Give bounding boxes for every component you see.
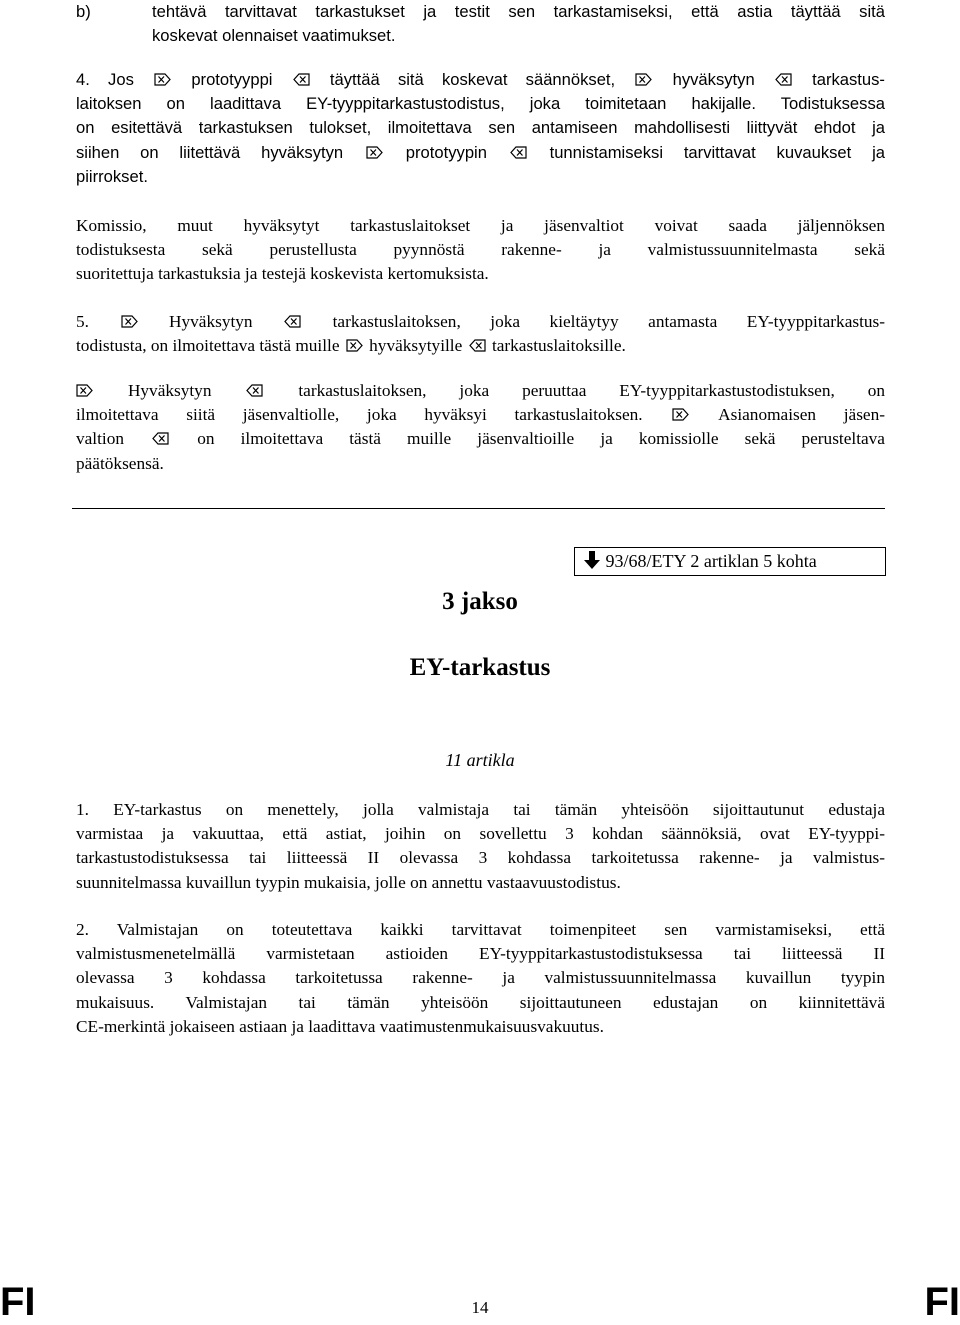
text-run: hyväksytyn [672, 70, 755, 89]
text-run: Asianomaisen jäsen- [718, 405, 886, 425]
reference-box [574, 547, 886, 576]
insert-start-marker-icon [366, 146, 383, 159]
insert-start-marker-icon [76, 384, 93, 397]
text-run: Todistuksessa [780, 94, 885, 114]
text-run: prototyypin [405, 142, 487, 162]
text-run: Hyväksytyn [169, 312, 253, 331]
insert-end-marker-icon [775, 73, 792, 86]
insert-start-marker-icon [346, 339, 363, 352]
text-run: täyttää sitä koskevat säännökset, [329, 70, 616, 89]
text-line [76, 334, 885, 358]
text-line: Komissio, muut hyväksytyt tarkastuslaitokset ja jäsenvaltiot voivat saada jäljennöksen [76, 216, 885, 235]
insert-end-marker-icon [510, 146, 527, 159]
insert-start-marker-icon [121, 315, 138, 328]
text-line: suunnitelmassa kuvaillun tyypin mukaisia, jolle on annettu vastaavuustodistus. [76, 872, 621, 892]
article-heading: 11 artikla [445, 750, 515, 770]
text-run: siihen on liitettävä hyväksytyn [76, 142, 344, 162]
text-line [76, 403, 885, 427]
item-b [0, 0, 960, 48]
text-line: päätöksensä. [76, 453, 164, 473]
text-line: suoritettuja tarkastuksia ja testejä koskevista kertomuksista. [76, 264, 489, 284]
text-line: piirrokset. [76, 166, 148, 186]
text-run: 4. Jos [76, 70, 134, 89]
text-run: tarkastuslaitoksen, joka kieltäytyy antamasta EY-tyyppitarkastus- [332, 312, 886, 331]
text-run: tunnistamiseksi tarvittavat kuvaukset ja [549, 142, 885, 162]
insert-end-marker-icon [284, 315, 301, 328]
text-run: prototyyppi [191, 70, 273, 89]
text-line: CE-merkintä jokaiseen astiaan ja laadittava vaatimustenmukaisuusvakuutus. [76, 1016, 604, 1036]
page-number: 14 [471, 1298, 489, 1317]
paragraph-4 [76, 68, 885, 189]
text-run: valtion [76, 429, 124, 449]
insert-start-marker-icon [672, 408, 689, 421]
section-number [0, 588, 960, 616]
insert-start-marker-icon [635, 73, 652, 86]
text-line: valmistusmenetelmällä varmistetaan astioiden EY-tyyppitarkastustodistuksessa tai liitteessä II [76, 944, 885, 964]
footer-language-right: FI [924, 1280, 960, 1324]
text-line: 2. Valmistajan on toteutettava kaikki tarvittavat toimenpiteet sen varmistamiseksi, että [76, 920, 885, 939]
text-line: olevassa 3 kohdassa tarkoitetussa rakenne- ja valmistussuunnitelmassa kuvaillun tyypin [76, 968, 885, 988]
text-line: koskevat olennaiset vaatimukset. [152, 26, 396, 45]
text-run: laitoksen on laadittava EY-tyyppitarkastustodistus, joka toimitetaan hakijalle. [76, 94, 757, 114]
section-number-text: 3 jakso [442, 588, 518, 615]
text-run: Hyväksytyn [127, 381, 212, 400]
text-run: ilmoitettava siitä jäsenvaltiolle, joka hyväksyi tarkastuslaitoksen. [76, 405, 643, 425]
text-run: 5. [76, 312, 89, 331]
arrow-down-icon [583, 550, 601, 570]
text-run: tarkastuslaitoksen, joka peruuttaa EY-tyyppitarkastustodistuksen, on [298, 381, 886, 400]
text-run: hyväksytyille [369, 336, 463, 356]
insert-end-marker-icon [246, 384, 263, 397]
text-line: varmistaa ja vakuuttaa, että astiat, joihin on sovellettu 3 kohdan säännöksiä, ovat EY-tyyppi- [76, 824, 885, 844]
paragraph-komissio [76, 214, 885, 287]
reference-text: 93/68/ETY 2 artiklan 5 kohta [605, 551, 817, 571]
insert-end-marker-icon [152, 432, 169, 445]
text-line [76, 310, 885, 334]
text-run: on ilmoitettava tästä muille jäsenvaltioille ja komissiolle sekä perusteltava [197, 429, 885, 449]
text-line: mukaisuus. Valmistajan tai tämän yhteisöön sijoittautuneen edustajan on kiinnitettävä [76, 992, 885, 1012]
item-b-label: b) [76, 2, 91, 21]
section-title: EY-tarkastus [409, 654, 551, 681]
text-line [76, 379, 885, 403]
text-line: on esitettävä tarkastuksen tulokset, ilmoitettava sen antamiseen mahdollisesti liittyvät ehdot ja [76, 118, 885, 138]
text-line [76, 68, 885, 92]
text-line: tehtävä tarvittavat tarkastukset ja testit sen tarkastamiseksi, että astia täyttää sitä [152, 2, 885, 21]
insert-start-marker-icon [154, 73, 171, 86]
text-run: todistusta, on ilmoitettava tästä muille [76, 336, 340, 356]
text-line: tarkastustodistuksessa tai liitteessä II olevassa 3 kohdassa tarkoitetussa rakenne- ja valmistus- [76, 848, 885, 868]
article-11-paragraph-1 [76, 798, 885, 895]
paragraph-5 [76, 310, 885, 358]
insert-end-marker-icon [469, 339, 486, 352]
text-run: tarkastuslaitoksille. [491, 336, 626, 356]
insert-end-marker-icon [293, 73, 310, 86]
item-b-text [152, 0, 885, 48]
footer-language-left: FI [0, 1280, 36, 1324]
text-line [76, 92, 885, 116]
text-line: todistuksesta sekä perustellusta pyynnöstä rakenne- ja valmistussuunnitelmasta sekä [76, 240, 885, 260]
article-11-paragraph-2 [76, 918, 885, 1039]
text-line: 1. EY-tarkastus on menettely, jolla valmistaja tai tämän yhteisöön sijoittautunut edustaja [76, 800, 885, 819]
text-line [76, 427, 885, 451]
paragraph-peruuttaa [76, 379, 885, 476]
text-line [76, 141, 885, 165]
text-run: tarkastus- [812, 70, 885, 89]
section-divider [72, 508, 885, 509]
